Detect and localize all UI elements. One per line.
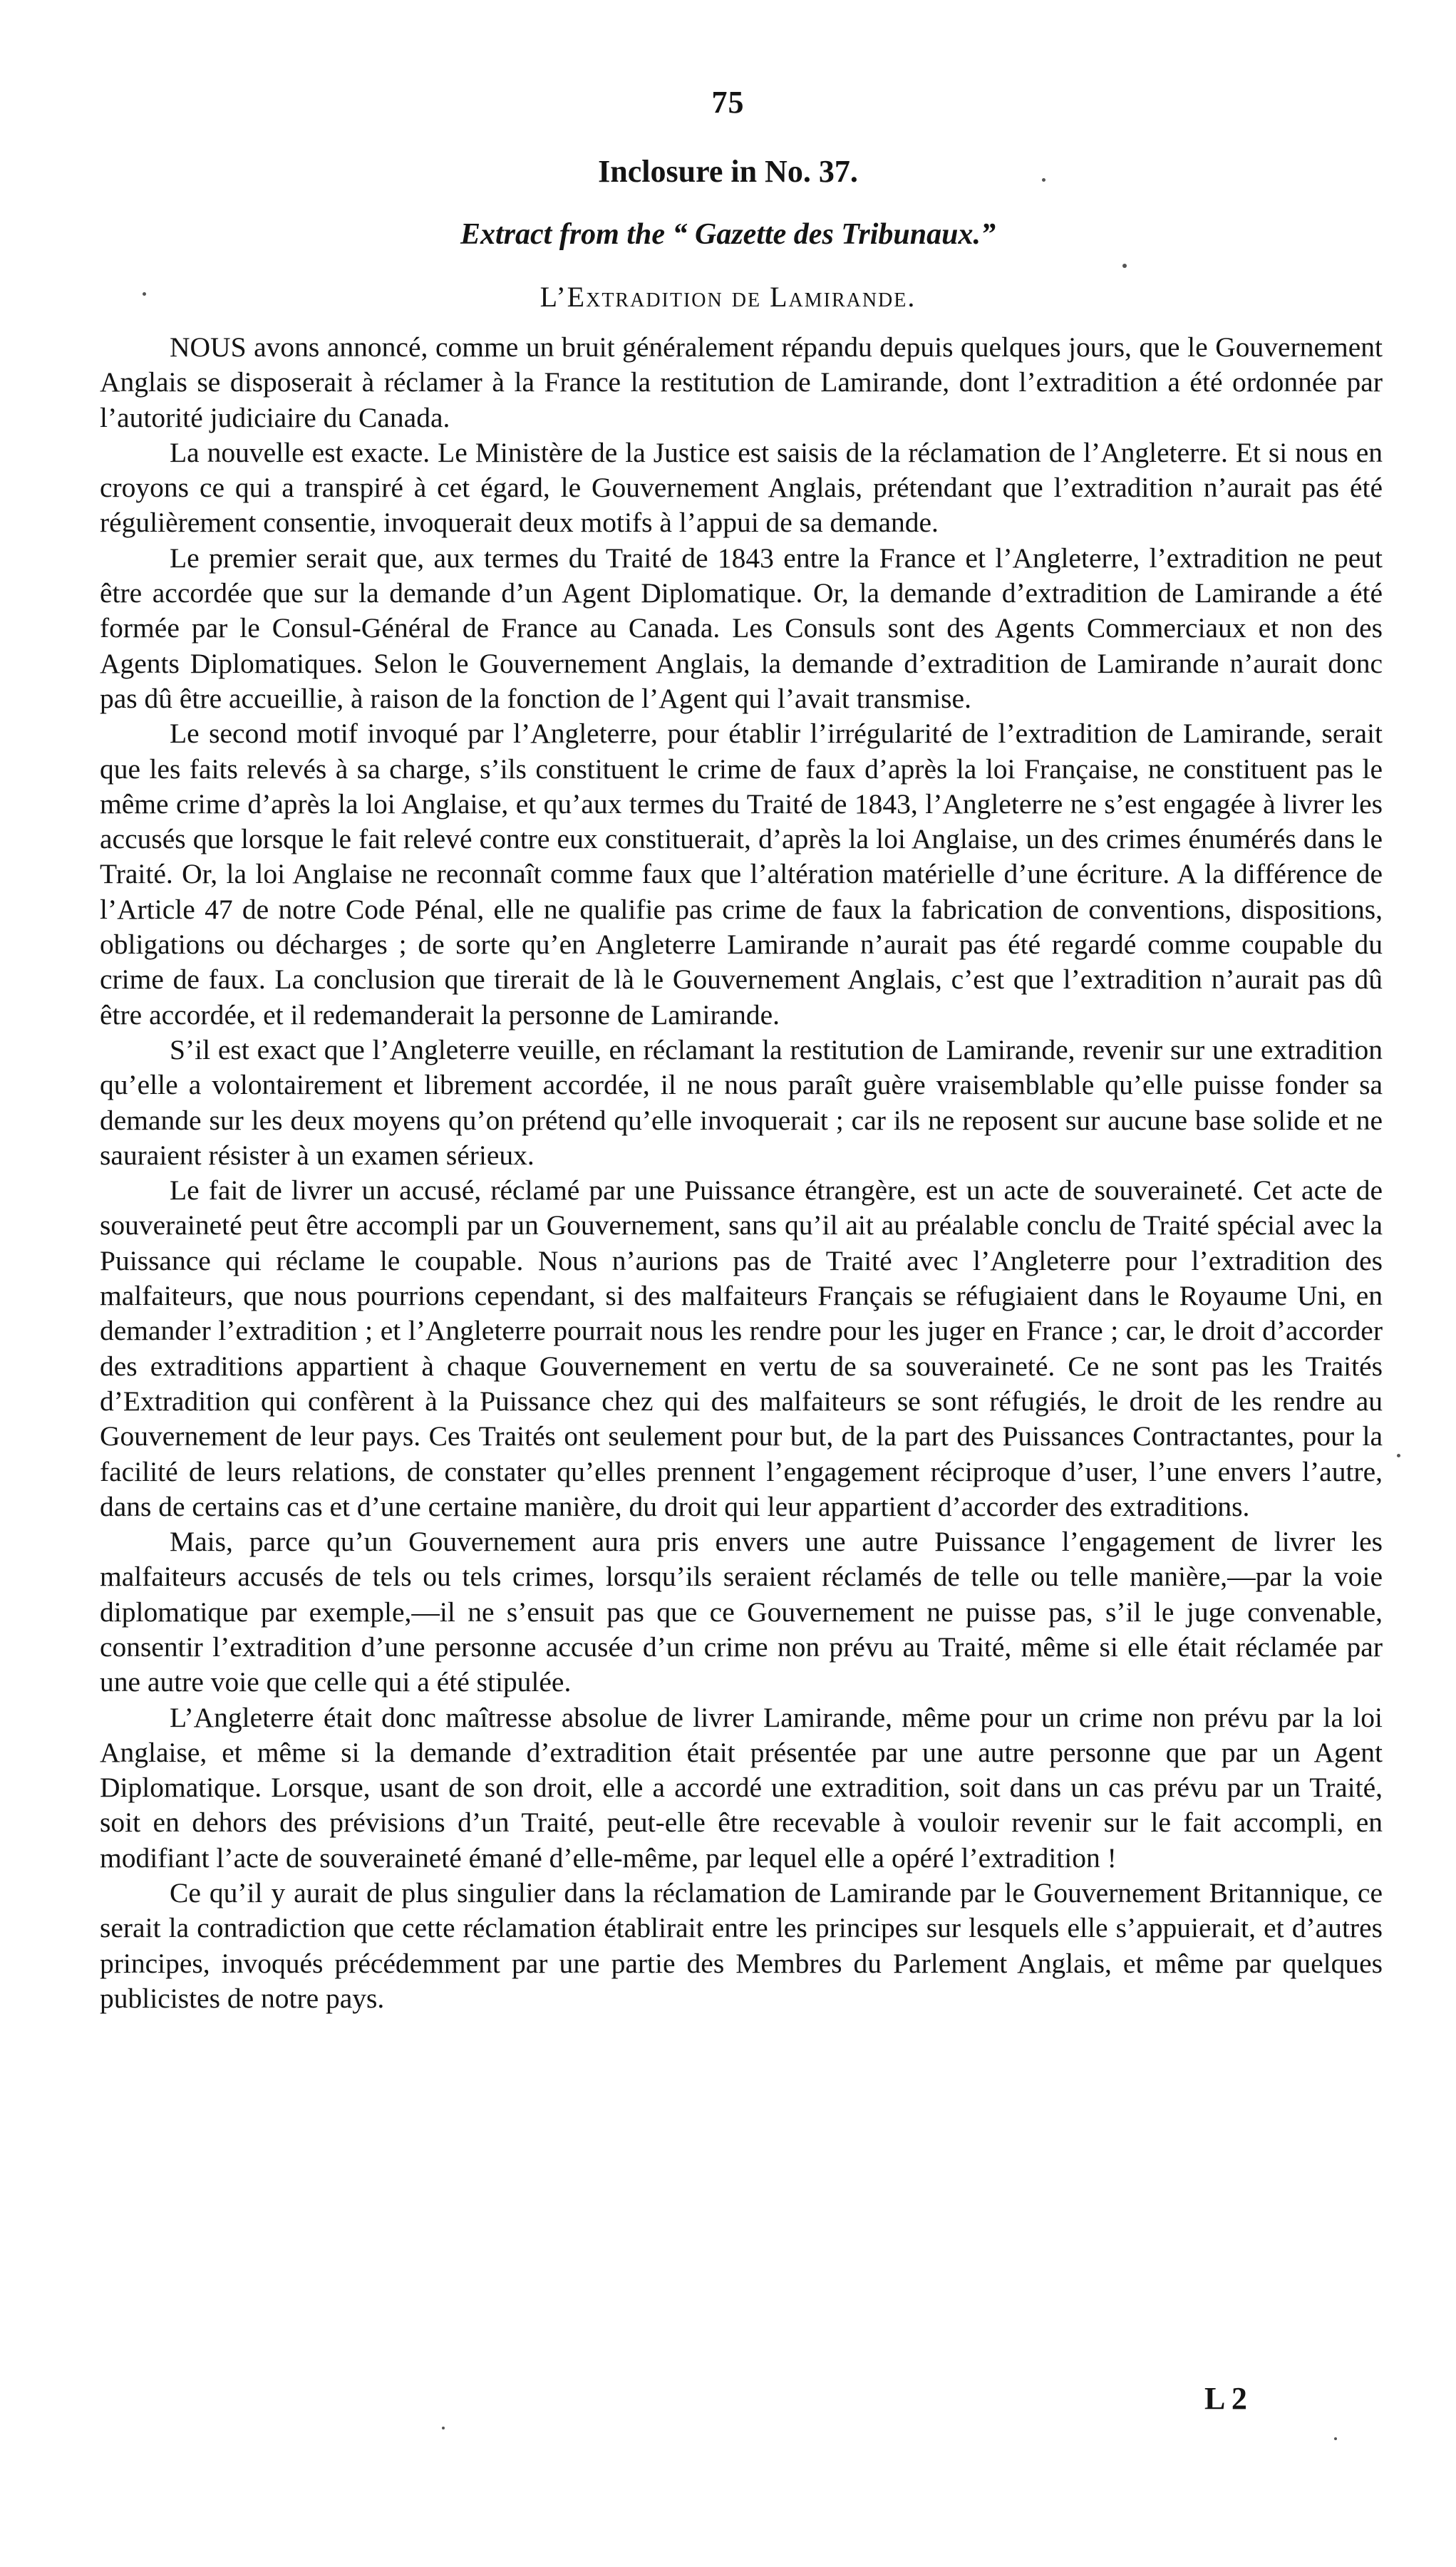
print-speck [143, 292, 146, 296]
print-speck [442, 2427, 445, 2429]
paragraph: Mais, parce qu’un Gouvernement aura pris envers une autre Puissance l’engagement de livrer les malfaiteurs accusés de tels ou tels crimes, lorsqu’ils seraient réclamés de telle ou telle manière,—par la voie diplomatique par exemple,—il ne s’ensuit pas que ce Gouvernement ne puisse pas, s’il le juge convenable, consentir l’extradition d’une personne accusée d’un crime non prévu au Traité, même si elle était réclamée par une autre voie que celle qui a été stipulée. [100, 1526, 1383, 1698]
article-body [100, 330, 1383, 2016]
enclosure-heading: Inclosure in No. 37. [598, 154, 858, 189]
paragraph: Ce qu’il y aurait de plus singulier dans la réclamation de Lamirande par le Gouvernement Britannique, ce serait la contradiction que cette réclamation établirait entre les principes sur lesquels elle s’appuierait, et d’autres principes, invoqués précédemment par une partie des Membres du Parlement Anglais, et même par quelques publicistes de notre pays. [100, 1877, 1383, 2014]
paragraph: Le premier serait que, aux termes du Traité de 1843 entre la France et l’Angleterre, l’extradition ne peut être accordée que sur la demande d’un Agent Diplomatique. Or, la demande d’extradition de Lamirande a été formée par le Consul-Général de France au Canada. Les Consuls sont des Agents Commerciaux et non des Agents Diplomatiques. Selon le Gouvernement Anglais, la demande d’extradition de Lamirande n’aurait donc pas dû être accueillie, à raison de la fonction de l’Agent qui l’avait transmise. [100, 542, 1383, 714]
print-speck [1042, 178, 1045, 182]
paragraph: La nouvelle est exacte. Le Ministère de la Justice est saisis de la réclamation de l’Angleterre. Et si nous en croyons ce qui a transpiré à cet égard, le Gouvernement Anglais, prétendant que l’extradition n’aurait pas été régulièrement consentie, invoquerait deux motifs à l’appui de sa demande. [100, 436, 1383, 539]
paragraph: S’il est exact que l’Angleterre veuille, en réclamant la restitution de Lamirande, revenir sur une extradition qu’elle a volontairement et librement accordée, il ne nous paraît guère vraisemblable qu’elle puisse fonder sa demande sur les deux moyens qu’on prétend qu’elle invoquerait ; car ils ne reposent sur aucune base solide et ne sauraient résister à un examen sérieux. [100, 1033, 1383, 1171]
article-title: L’Extradition de Lamirande. [539, 281, 917, 313]
print-speck [1334, 2437, 1337, 2440]
paragraph: L’Angleterre était donc maîtresse absolue de livrer Lamirande, même pour un crime non prévu par la loi Anglaise, et même si la demande d’extradition était présentée par une autre personne que par un Agent Diplomatique. Lorsque, usant de son droit, elle a accordé une extradition, soit dans un cas prévu par un Traité, soit en dehors des prévisions d’un Traité, peut-elle être recevable à vouloir revenir sur le fait accompli, en modifiant l’acte de souveraineté émané d’elle-même, par lequel elle a opéré l’extradition ! [100, 1701, 1383, 1874]
paragraph: Le second motif invoqué par l’Angleterre, pour établir l’irrégularité de l’extradition de Lamirande, serait que les faits relevés à sa charge, s’ils constituent le crime de faux d’après la loi Française, ne constituent pas le même crime d’après la loi Anglaise, et qu’aux termes du Traité de 1843, l’Angleterre ne s’est engagée à livrer les accusés que lorsque le fait relevé contre eux constituerait, d’après la loi Anglaise, un des crimes énumérés dans le Traité. Or, la loi Anglaise ne reconnaît comme faux que l’altération matérielle d’une écriture. A la différence de l’Article 47 de notre Code Pénal, elle ne qualifie pas crime de faux la fabrication de conventions, dispositions, obligations ou décharges ; de sorte qu’en Angleterre Lamirande n’aurait pas été regardé comme coupable du crime de faux. La conclusion que tirerait de là le Gouvernement Anglais, c’est que l’extradition n’aurait pas dû être accordée, et il redemanderait la personne de Lamirande. [100, 718, 1383, 1031]
extract-source: Extract from the “ Gazette des Tribunaux.” [460, 218, 996, 251]
signature-mark: L 2 [1204, 2381, 1247, 2416]
page-number: 75 [711, 85, 745, 120]
print-speck [1122, 264, 1127, 268]
paragraph: Le fait de livrer un accusé, réclamé par une Puissance étrangère, est un acte de souveraineté. Cet acte de souveraineté peut être accompli par un Gouvernement, sans qu’il ait au préalable conclu de Traité spécial avec la Puissance qui réclame le coupable. Nous n’aurions pas de Traité avec l’Angleterre pour l’extradition des malfaiteurs, que nous pourrions cependant, si des malfaiteurs Français se réfugiaient dans le Royaume Uni, en demander l’extradition ; et l’Angleterre pourrait nous les rendre pour les juger en France ; car, le droit d’accorder des extraditions appartient à chaque Gouvernement en vertu de sa souveraineté. Ce ne sont pas les Traités d’Extradition qui confèrent à la Puissance chez qui des malfaiteurs se sont réfugiés, le droit de les rendre au Gouvernement de leur pays. Ces Traités ont seulement pour but, de la part des Puissances Contractantes, pour la facilité de leurs relations, de constater qu’elles prennent l’engagement réciproque d’user, l’une envers l’autre, dans de certains cas et d’une certaine manière, du droit qui leur appartient d’accorder des extraditions. [100, 1174, 1383, 1522]
print-speck [1397, 1454, 1400, 1457]
paragraph: NOUS avons annoncé, comme un bruit généralement répandu depuis quelques jours, que le Gouvernement Anglais se disposerait à réclamer à la France la restitution de Lamirande, dont l’extradition a été ordonnée par l’autorité judiciaire du Canada. [100, 331, 1383, 433]
